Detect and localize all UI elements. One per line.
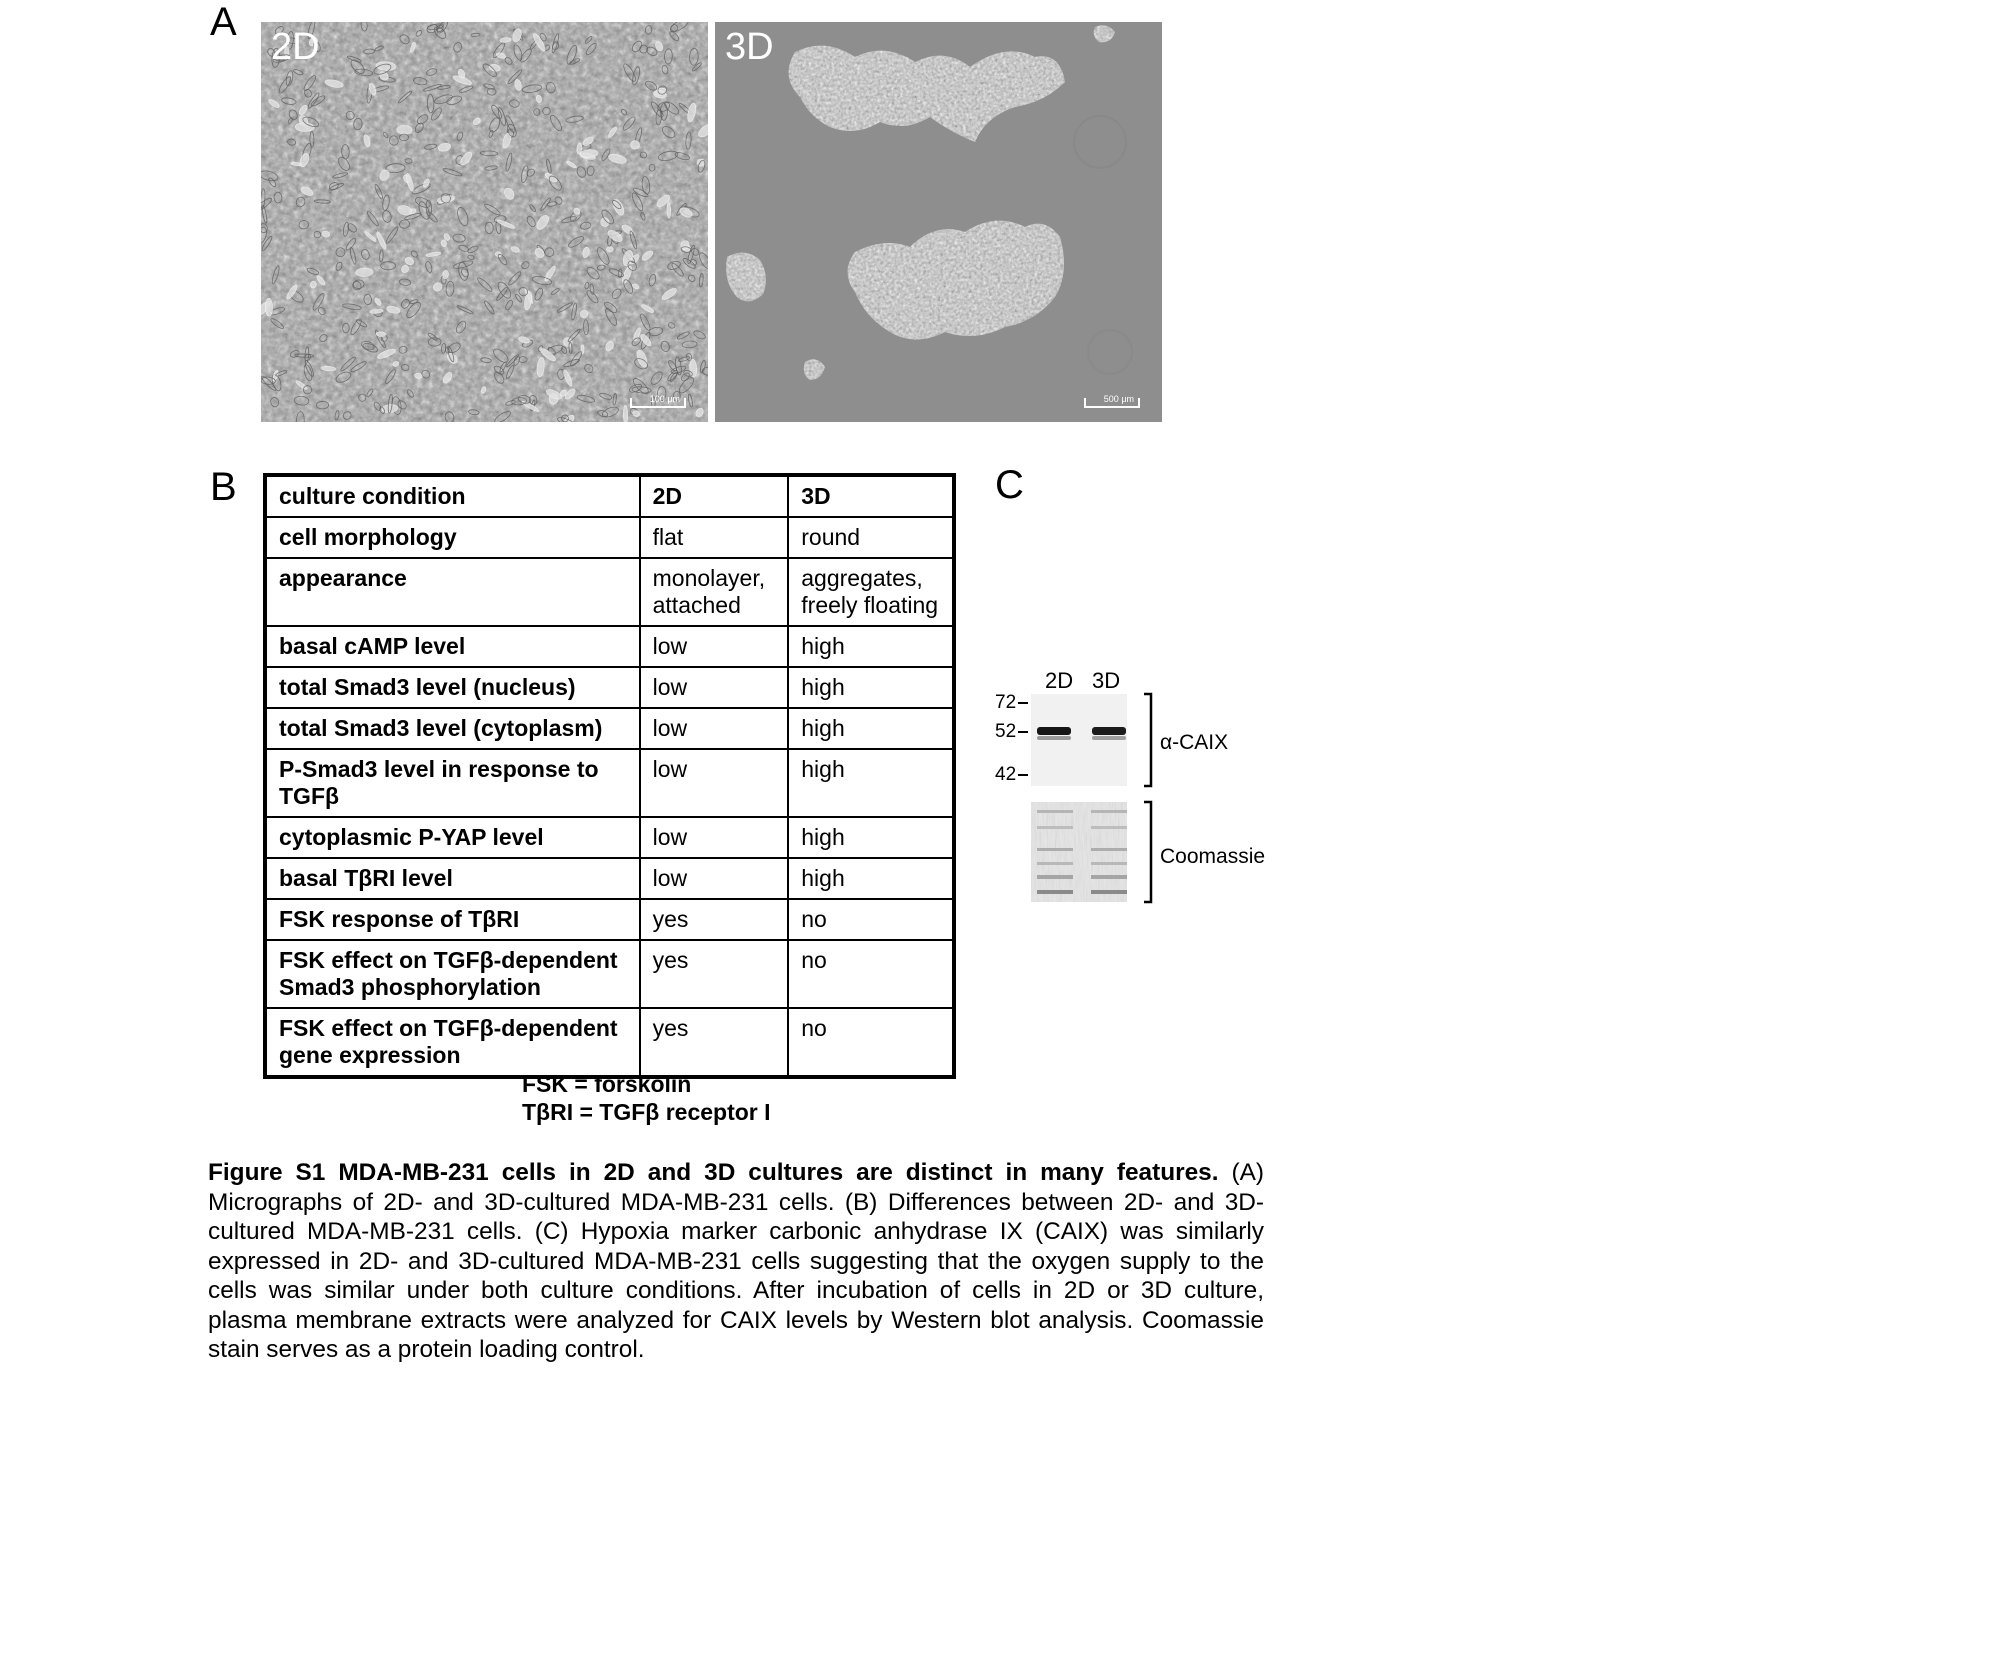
- western-blot: [1015, 690, 1155, 910]
- row-value-3d: high: [788, 667, 954, 708]
- header-3d: 3D: [788, 475, 954, 517]
- abbreviation-fsk: FSK = forskolin: [522, 1071, 692, 1097]
- row-feature: cytoplasmic P-YAP level: [265, 817, 640, 858]
- row-feature: appearance: [265, 558, 640, 626]
- table-row: [265, 558, 954, 626]
- micrograph-2d: [261, 22, 708, 422]
- lane-label-3d: 3D: [1092, 668, 1121, 693]
- micrograph-3d-image: [715, 22, 1162, 422]
- caix-band-2d: [1037, 727, 1071, 735]
- micrograph-2d-label: 2D: [271, 26, 320, 68]
- table-row: [265, 858, 954, 899]
- header-2d: 2D: [640, 475, 789, 517]
- table-row: [265, 626, 954, 667]
- caix-label: α-CAIX: [1160, 731, 1229, 754]
- table-row: [265, 517, 954, 558]
- coomassie-label: Coomassie: [1160, 845, 1266, 868]
- micrograph-3d-label: 3D: [725, 26, 774, 68]
- table-row: [265, 899, 954, 940]
- row-value-3d: high: [788, 749, 954, 817]
- table-row: [265, 749, 954, 817]
- row-value-2d: low: [640, 858, 789, 899]
- row-value-2d: low: [640, 626, 789, 667]
- row-feature: total Smad3 level (nucleus): [265, 667, 640, 708]
- row-value-3d: high: [788, 708, 954, 749]
- micrograph-2d-image: [261, 22, 708, 422]
- table-row: [265, 708, 954, 749]
- caption-body: (A) Micrographs of 2D- and 3D-cultured MDA-MB-231 cells. (B) Differences between 2D- and 3D-cultured MDA-MB-231 cells. (C) Hypoxia marker carbonic anhydrase IX (CAIX) was similarly expressed in 2D- and 3D-cultured MDA-MB-231 cells suggesting that the oxygen supply to the cells was similar under both culture conditions. After incubation of cells in 2D or 3D culture, plasma membrane extracts were analyzed for CAIX levels by Western blot analysis. Coomassie stain serves as a protein loading control.: [208, 1159, 1264, 1363]
- row-value-3d: high: [788, 858, 954, 899]
- mw-marker-72: 72: [995, 692, 1017, 713]
- table-header-row: [265, 475, 954, 517]
- mw-marker-42: 42: [995, 764, 1017, 785]
- table-row: [265, 1008, 954, 1077]
- row-value-3d: high: [788, 817, 954, 858]
- row-feature: P-Smad3 level in response to TGFβ: [265, 749, 640, 817]
- coomassie-bracket: [1144, 802, 1151, 902]
- mw-marker-52: 52: [995, 721, 1017, 742]
- row-feature: FSK effect on TGFβ-dependent Smad3 phosphorylation: [265, 940, 640, 1008]
- row-value-2d: yes: [640, 940, 789, 1008]
- row-value-2d: flat: [640, 517, 789, 558]
- row-value-2d: yes: [640, 1008, 789, 1077]
- comparison-table: [263, 473, 956, 1079]
- caix-band-3d: [1092, 727, 1126, 735]
- row-value-3d: no: [788, 940, 954, 1008]
- row-value-2d: yes: [640, 899, 789, 940]
- panel-a-letter: A: [210, 0, 237, 44]
- abbreviation-tbri: TβRI = TGFβ receptor I: [522, 1099, 771, 1125]
- row-feature: cell morphology: [265, 517, 640, 558]
- abbreviations: [522, 1070, 771, 1126]
- scale-bar-2d-text: 100 μm: [649, 394, 680, 404]
- row-value-3d: no: [788, 899, 954, 940]
- caix-bracket: [1144, 694, 1151, 786]
- row-feature: FSK response of TβRI: [265, 899, 640, 940]
- row-feature: basal TβRI level: [265, 858, 640, 899]
- row-value-3d: high: [788, 626, 954, 667]
- row-value-3d: round: [788, 517, 954, 558]
- panel-c-letter: C: [995, 463, 1024, 507]
- row-value-2d: low: [640, 708, 789, 749]
- lane-label-2d: 2D: [1045, 668, 1074, 693]
- figure-caption: [208, 1158, 1264, 1365]
- row-value-2d: low: [640, 749, 789, 817]
- caix-minor-band-3d: [1092, 736, 1126, 740]
- caix-minor-band-2d: [1037, 736, 1071, 740]
- row-value-3d: aggregates, freely floating: [788, 558, 954, 626]
- row-value-2d: low: [640, 667, 789, 708]
- header-feature: culture condition: [265, 475, 640, 517]
- caption-title: Figure S1 MDA-MB-231 cells in 2D and 3D cultures are distinct in many features.: [208, 1159, 1219, 1186]
- table-row: [265, 667, 954, 708]
- row-value-3d: no: [788, 1008, 954, 1077]
- panel-b-letter: B: [210, 465, 237, 509]
- coomassie-gel-texture: [1031, 802, 1127, 902]
- row-value-2d: low: [640, 817, 789, 858]
- scale-bar-3d-text: 500 μm: [1103, 394, 1134, 404]
- table-row: [265, 817, 954, 858]
- micrograph-3d: [715, 22, 1162, 422]
- row-feature: total Smad3 level (cytoplasm): [265, 708, 640, 749]
- table-row: [265, 940, 954, 1008]
- row-value-2d: monolayer, attached: [640, 558, 789, 626]
- row-feature: FSK effect on TGFβ-dependent gene expression: [265, 1008, 640, 1077]
- row-feature: basal cAMP level: [265, 626, 640, 667]
